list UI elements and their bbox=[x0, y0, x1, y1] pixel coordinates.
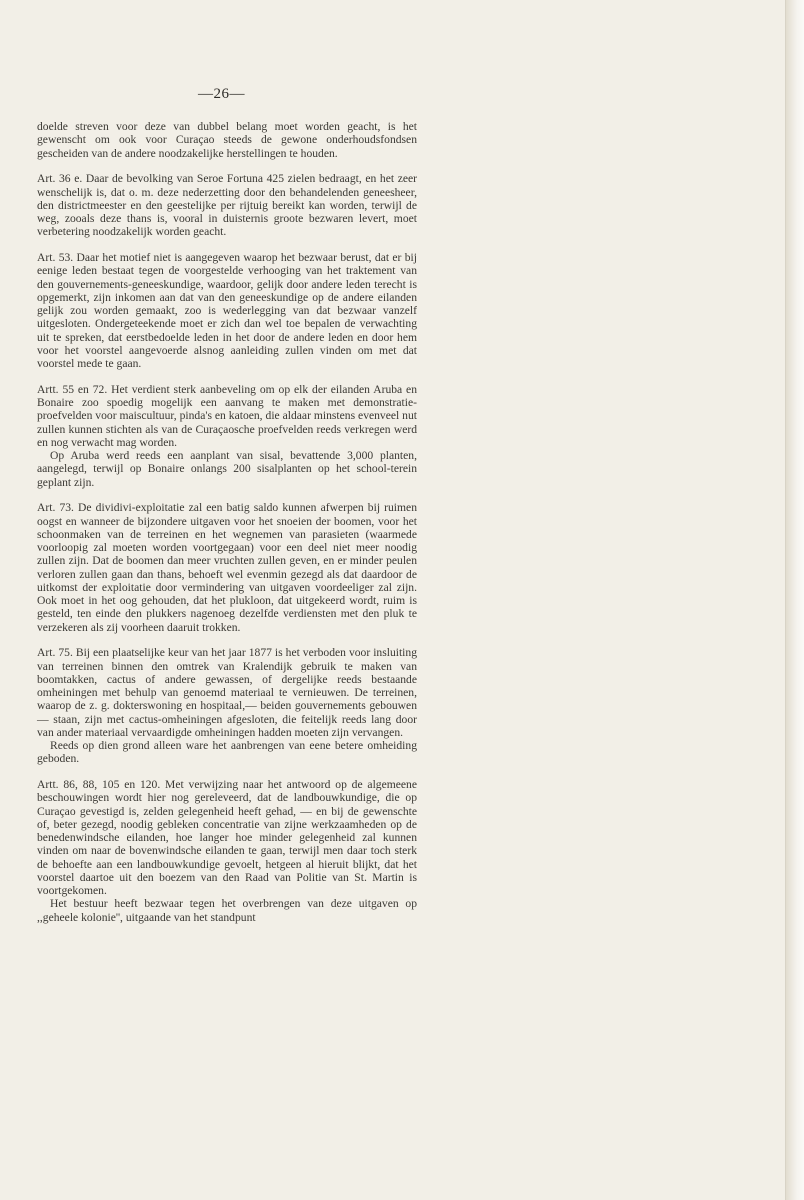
paragraph-intro: doelde streven voor deze van dubbel belang moet worden geacht, is het gewenscht om ook voor Curaçao steeds de gewone onderhoudsfondsen gescheiden van de andere noodzakelijke herstellingen te houden. bbox=[37, 120, 417, 160]
paragraph-bestuur-bezwaar: Het bestuur heeft bezwaar tegen het overbrengen van deze uitgaven op ,,geheele kolonie'', uitgaande van het standpunt bbox=[37, 897, 417, 924]
paragraph-artt-86-88-105-120: Artt. 86, 88, 105 en 120. Met verwijzing naar het antwoord op de algemeene beschouwingen wordt hier nog gereleveerd, dat de landbouwkundige, die op Curaçao gevestigd is, zelden gelegenheid heeft gehad, — en bij de gewenschte of, beter gezegd, noodig gebleken concentratie van zijne werkzaamheden op de benedenwindsche eilanden, hoe langer hoe minder gelegenheid zal kunnen vinden om naar de bovenwindsche eilanden te gaan, terwijl men daar toch sterk de behoefte aan een landbouwkundige gevoelt, hetgeen al hieruit blijkt, dat het voorstel daartoe uit den boezem van den Raad van Politie van St. Martin is voortgekomen. bbox=[37, 778, 417, 897]
page-number: —26— bbox=[198, 86, 245, 102]
page-edge bbox=[786, 0, 804, 1200]
paragraph-art-36e: Art. 36 e. Daar de bevolking van Seroe Fortuna 425 zielen bedraagt, en het zeer wenschelijk is, dat o. m. deze nederzetting door den behandelenden geneesheer, den districtmeester en den geestelijke per rijtuig bereikt kan worden, terwijl de weg, zooals deze thans is, vooral in duisternis groote bezwaren levert, moet verbetering noodzakelijk worden geacht. bbox=[37, 172, 417, 239]
paragraph-art-53: Art. 53. Daar het motief niet is aangegeven waarop het bezwaar berust, dat er bij eenige leden bestaat tegen de voorgestelde verhooging van het traktement van den gouvernements-geneeskundige, waardoor, gelijk door andere leden terecht is opgemerkt, zijn inkomen aan dat van den geneeskundige op de andere eilanden gelijk zou worden gemaakt, zoo is wederlegging van dat bezwaar vanzelf uitgesloten. Ondergeteekende moet er zich dan wel toe bepalen de verwachting uit te spreken, dat eerstbedoelde leden in het door de andere leden en door hem voor het voorstel aangevoerde alsnog aanleiding zullen vinden om met dat voorstel mede te gaan. bbox=[37, 251, 417, 370]
paragraph-art-75: Art. 75. Bij een plaatselijke keur van het jaar 1877 is het verboden voor insluiting van terreinen binnen den omtrek van Kralendijk gebruik te maken van boomtakken, cactus of andere gewassen, of dergelijke reeds bestaande omheiningen met behulp van genoemd materiaal te vernieuwen. De terreinen, waarop de z. g. dokterswoning en hospitaal,— beiden gouvernements gebouwen— staan, zijn met cactus-omheiningen afgesloten, die feitelijk reeds lang door van ander materiaal vervaardigde omheiningen hadden moeten zijn vervangen. bbox=[37, 646, 417, 739]
paragraph-aruba-sisal: Op Aruba werd reeds een aanplant van sisal, bevattende 3,000 planten, aangelegd, terwijl op Bonaire onlangs 200 sisalplanten op het school-terein geplant zijn. bbox=[37, 449, 417, 489]
paragraph-artt-55-72: Artt. 55 en 72. Het verdient sterk aanbeveling om op elk der eilanden Aruba en Bonaire zoo spoedig mogelijk een aanvang te maken met demonstratie-proefvelden voor maiscultuur, pinda's en katoen, die aldaar minstens evenveel nut zullen kunnen stichten als van de Curaçaosche proefvelden reeds verkregen werd en nog verwacht mag worden. bbox=[37, 382, 417, 449]
paragraph-omheiding: Reeds op dien grond alleen ware het aanbrengen van eene betere omheiding geboden. bbox=[37, 739, 417, 766]
document-body bbox=[37, 120, 417, 924]
paragraph-art-73: Art. 73. De dividivi-exploitatie zal een batig saldo kunnen afwerpen bij ruimen oogst en wanneer de bijzondere uitgaven voor het snoeien der boomen, voor het schoonmaken van de terreinen en het wegnemen van parasieten (waarmede voorloopig zal moeten worden voortgegaan) voor een deel niet meer noodig zullen zijn. Dat de boomen dan meer vruchten zullen geven, en er minder peulen verloren zullen gaan dan thans, behoeft wel evenmin gezegd als dat daardoor de uitkomst der exploitatie door vermindering van uitgaven voordeeliger zal zijn. Ook moet in het oog gehouden, dat het plukloon, dat uitgekeerd wordt, ruim is gesteld, ten einde den plukkers nagenoeg dezelfde verdiensten met den pluk te verzekeren als zij voorheen daaruit trokken. bbox=[37, 501, 417, 634]
